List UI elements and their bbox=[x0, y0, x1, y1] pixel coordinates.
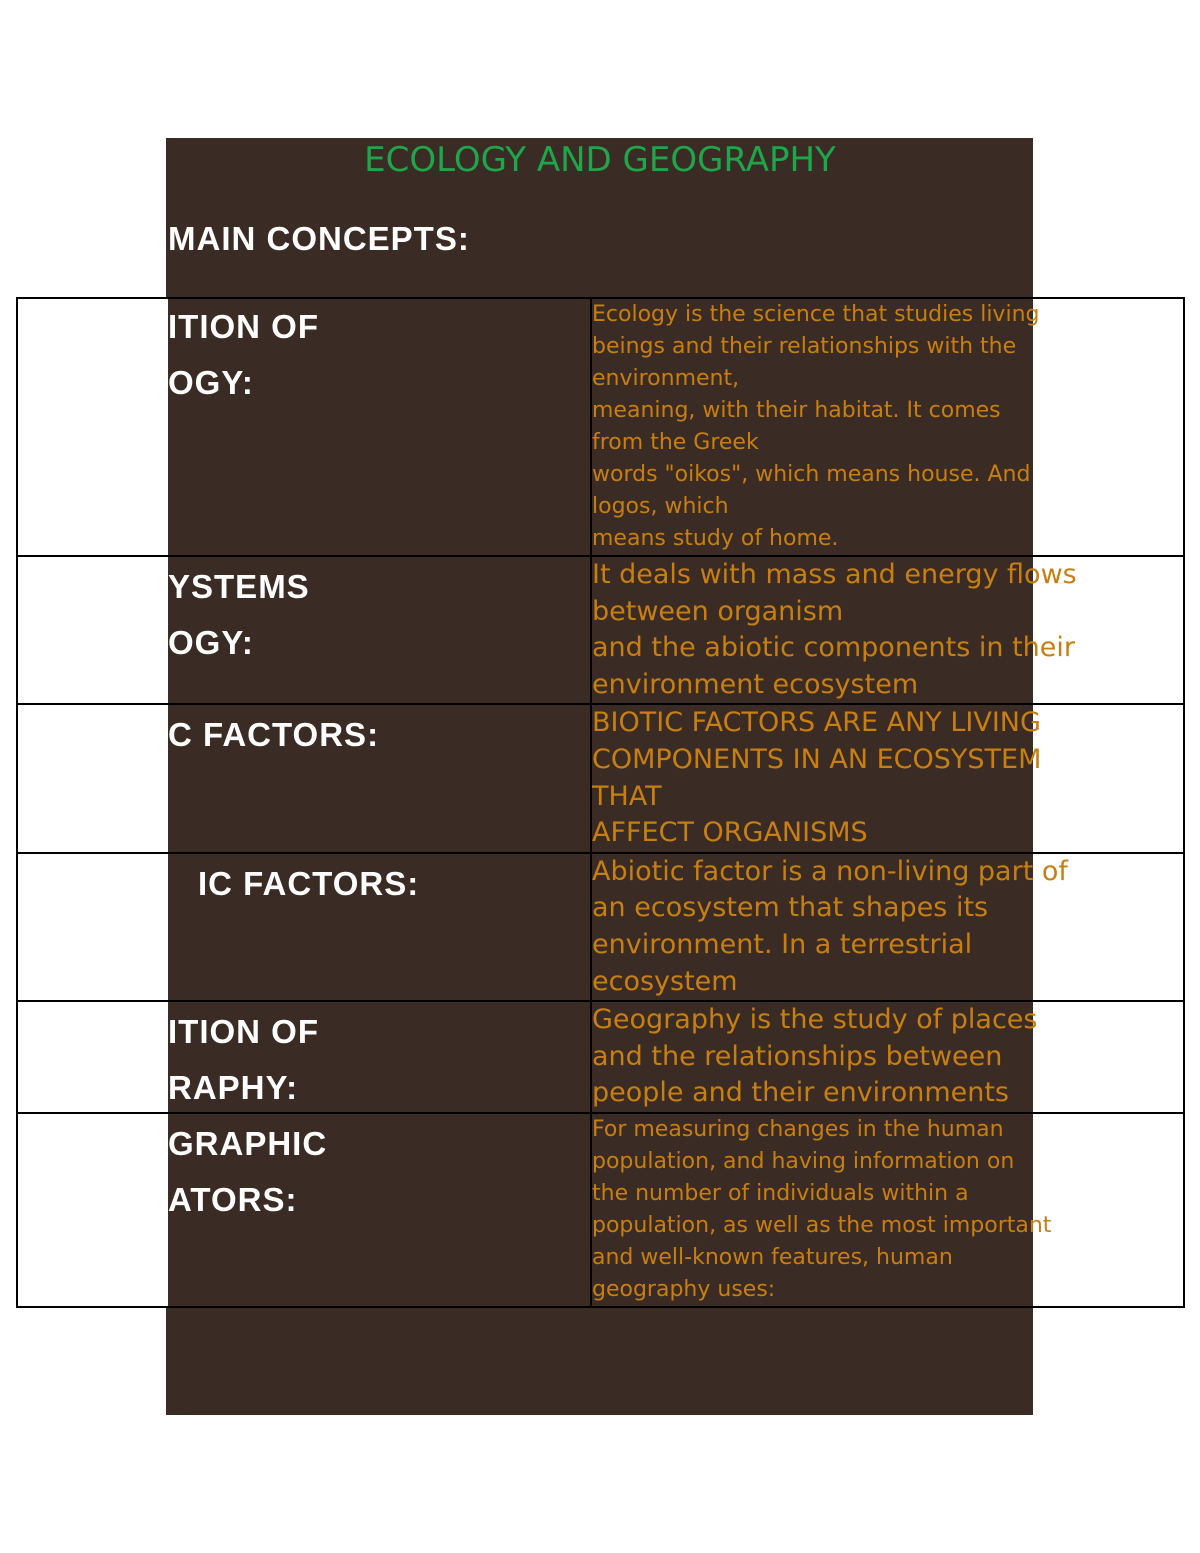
term-label: ITION OF RAPHY: bbox=[168, 1013, 319, 1107]
table-row bbox=[17, 1113, 1184, 1307]
definition-cell bbox=[591, 1113, 1184, 1307]
table-row bbox=[17, 704, 1184, 852]
term-cell bbox=[17, 1001, 591, 1113]
definition-text: Ecology is the science that studies living beings and their relationships with the environment, meaning, with their habitat. It comes from the Greek words "oikos", which means house. And logos, which means study of home. bbox=[592, 302, 1040, 551]
term-cell bbox=[17, 556, 591, 704]
definition-text: It deals with mass and energy flows between organism and the abiotic components in their environment ecosystem bbox=[592, 559, 1077, 700]
definition-cell bbox=[591, 298, 1184, 556]
definition-text: Geography is the study of places and the relationships between people and their environments bbox=[592, 1004, 1038, 1109]
definition-cell bbox=[591, 853, 1184, 1001]
definition-text: For measuring changes in the human population, and having information on the number of individuals within a population, as well as the most important and well-known features, human geography uses: bbox=[592, 1117, 1052, 1303]
table-row bbox=[17, 556, 1184, 704]
term-label: GRAPHIC ATORS: bbox=[168, 1125, 328, 1219]
term-cell bbox=[17, 298, 591, 556]
section-subtitle: MAIN CONCEPTS: bbox=[168, 220, 470, 257]
term-label: C FACTORS: bbox=[168, 716, 380, 754]
term-label: ITION OF OGY: bbox=[168, 308, 319, 401]
term-cell bbox=[17, 1113, 591, 1307]
definition-text: BIOTIC FACTORS ARE ANY LIVING COMPONENTS IN AN ECOSYSTEM THAT AFFECT ORGANISMS bbox=[592, 707, 1042, 849]
definition-text: Abiotic factor is a non-living part of an ecosystem that shapes its environment. In a terrestrial ecosystem bbox=[592, 855, 1068, 997]
term-label: IC FACTORS: bbox=[198, 864, 420, 902]
term-label: YSTEMS OGY: bbox=[168, 568, 310, 661]
definition-cell bbox=[591, 1001, 1184, 1113]
table-row bbox=[17, 298, 1184, 556]
term-cell bbox=[17, 853, 591, 1001]
definition-cell bbox=[591, 556, 1184, 704]
table-row bbox=[17, 1001, 1184, 1113]
table-row bbox=[17, 853, 1184, 1001]
definition-cell bbox=[591, 704, 1184, 852]
term-cell bbox=[17, 704, 591, 852]
concepts-table bbox=[16, 297, 1185, 1308]
document-title: ECOLOGY AND GEOGRAPHY bbox=[364, 140, 836, 180]
